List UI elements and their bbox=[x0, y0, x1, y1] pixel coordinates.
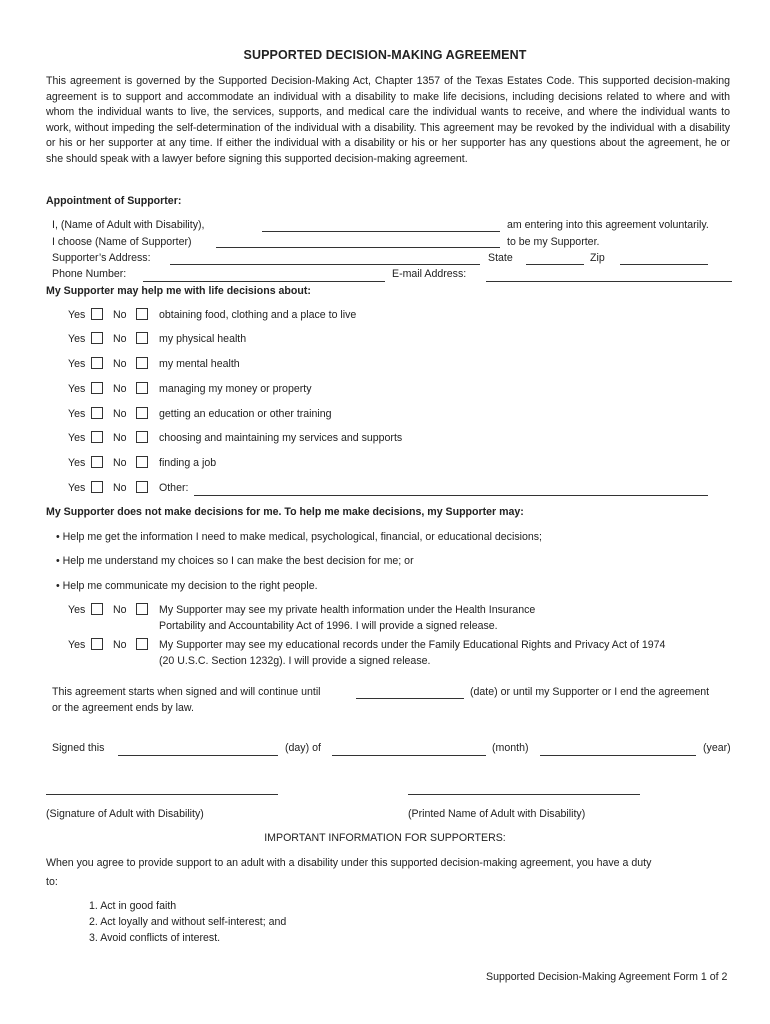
month-label: (month) bbox=[492, 742, 529, 754]
no-checkbox[interactable] bbox=[136, 407, 148, 419]
no-checkbox[interactable] bbox=[136, 382, 148, 394]
signed-day-field[interactable] bbox=[118, 755, 278, 756]
no-checkbox[interactable] bbox=[136, 308, 148, 320]
yes-label: Yes bbox=[68, 333, 86, 345]
yes-label: Yes bbox=[68, 604, 86, 616]
be-supporter-label: to be my Supporter. bbox=[507, 236, 600, 248]
duty-good-faith: 1. Act in good faith bbox=[89, 900, 177, 912]
decision-item-other: Other: bbox=[159, 482, 189, 494]
end-date-field[interactable] bbox=[356, 698, 464, 699]
yes-checkbox[interactable] bbox=[91, 308, 103, 320]
yes-label: Yes bbox=[68, 309, 86, 321]
important-heading: IMPORTANT INFORMATION FOR SUPPORTERS: bbox=[264, 832, 506, 844]
decision-item-physical-health: my physical health bbox=[159, 333, 247, 345]
no-label: No bbox=[113, 408, 127, 420]
decision-item-education: getting an education or other training bbox=[159, 408, 332, 420]
no-label: No bbox=[113, 482, 127, 494]
term-line2: or the agreement ends by law. bbox=[52, 702, 194, 714]
supporter-address-label: Supporter’s Address: bbox=[52, 252, 151, 264]
supporter-name-label: I choose (Name of Supporter) bbox=[52, 236, 192, 248]
yes-label: Yes bbox=[68, 358, 86, 370]
yes-checkbox[interactable] bbox=[91, 357, 103, 369]
no-label: No bbox=[113, 358, 127, 370]
intro-paragraph: This agreement is governed by the Supported Decision-Making Act, Chapter 1357 of the Texas Estates Code. This supported decision-making agreement is to support and accommodate an individual with a disability to make life decisions, including decisions related to where and with whom the individual wants to live, the services, supports, and medical care the individual wants to receive, and where the individual wants to work, without impeding the self-determination of the individual with a disability. This agreement may be revoked by the individual with a disability or his or her supporter at any time. If either the individual with a disability or his or her supporter has any questions about the agreement, he or she should speak with a lawyer before signing this supported decision-making agreement. bbox=[46, 75, 730, 165]
adult-signature-field[interactable] bbox=[46, 794, 278, 795]
yes-label: Yes bbox=[68, 408, 86, 420]
duty-conflicts: 3. Avoid conflicts of interest. bbox=[89, 932, 221, 944]
year-label: (year) bbox=[703, 742, 731, 754]
other-field[interactable] bbox=[194, 495, 708, 496]
supporter-address-field[interactable] bbox=[170, 264, 480, 265]
yes-checkbox[interactable] bbox=[91, 407, 103, 419]
adult-signature-label: (Signature of Adult with Disability) bbox=[46, 808, 204, 820]
term-date-label: (date) or until my Supporter or I end the agreement bbox=[470, 686, 710, 698]
important-paragraph-line1: When you agree to provide support to an adult with a disability under this supported decision-making agreement, you have a duty bbox=[46, 857, 652, 869]
printed-name-field[interactable] bbox=[408, 794, 640, 795]
signed-month-field[interactable] bbox=[332, 755, 486, 756]
yes-checkbox[interactable] bbox=[91, 382, 103, 394]
phone-label: Phone Number: bbox=[52, 268, 127, 280]
no-checkbox[interactable] bbox=[136, 332, 148, 344]
yes-checkbox[interactable] bbox=[91, 638, 103, 650]
yes-checkbox[interactable] bbox=[91, 332, 103, 344]
adult-name-label: I, (Name of Adult with Disability), bbox=[52, 219, 205, 231]
ferpa-release-line1: My Supporter may see my educational records under the Family Educational Rights and Privacy Act of 1974 bbox=[159, 639, 666, 651]
yes-label: Yes bbox=[68, 457, 86, 469]
not-decide-heading: My Supporter does not make decisions for me. To help me make decisions, my Supporter may: bbox=[46, 506, 524, 518]
zip-field[interactable] bbox=[620, 264, 708, 265]
voluntary-label: am entering into this agreement voluntarily. bbox=[507, 219, 709, 231]
yes-checkbox[interactable] bbox=[91, 481, 103, 493]
yes-label: Yes bbox=[68, 383, 86, 395]
page-footer: Supported Decision-Making Agreement Form 1 of 2 bbox=[486, 971, 728, 983]
no-label: No bbox=[113, 457, 127, 469]
no-label: No bbox=[113, 604, 127, 616]
no-checkbox[interactable] bbox=[136, 357, 148, 369]
decision-item-services: choosing and maintaining my services and supports bbox=[159, 432, 403, 444]
zip-label: Zip bbox=[590, 252, 605, 264]
yes-checkbox[interactable] bbox=[91, 431, 103, 443]
no-checkbox[interactable] bbox=[136, 456, 148, 468]
decision-item-mental-health: my mental health bbox=[159, 358, 240, 370]
life-decisions-heading: My Supporter may help me with life decisions about: bbox=[46, 285, 311, 297]
phone-field[interactable] bbox=[143, 281, 385, 282]
adult-name-field[interactable] bbox=[262, 231, 500, 232]
no-checkbox[interactable] bbox=[136, 431, 148, 443]
state-field[interactable] bbox=[526, 264, 584, 265]
supporter-name-field[interactable] bbox=[216, 247, 500, 248]
important-paragraph-line2: to: bbox=[46, 876, 58, 888]
appointment-heading: Appointment of Supporter: bbox=[46, 195, 182, 207]
decision-item-job: finding a job bbox=[159, 457, 217, 469]
yes-checkbox[interactable] bbox=[91, 456, 103, 468]
ferpa-release-line2: (20 U.S.C. Section 1232g). I will provide a signed release. bbox=[159, 655, 431, 667]
no-label: No bbox=[113, 309, 127, 321]
no-label: No bbox=[113, 333, 127, 345]
decision-item-food: obtaining food, clothing and a place to live bbox=[159, 309, 357, 321]
no-label: No bbox=[113, 639, 127, 651]
no-checkbox[interactable] bbox=[136, 603, 148, 615]
yes-label: Yes bbox=[68, 482, 86, 494]
bullet-understand: • Help me understand my choices so I can make the best decision for me; or bbox=[56, 555, 414, 567]
signed-this-label: Signed this bbox=[52, 742, 105, 754]
no-checkbox[interactable] bbox=[136, 638, 148, 650]
yes-label: Yes bbox=[68, 432, 86, 444]
printed-name-label: (Printed Name of Adult with Disability) bbox=[408, 808, 586, 820]
state-label: State bbox=[488, 252, 513, 264]
hipaa-release-line1: My Supporter may see my private health information under the Health Insurance bbox=[159, 604, 536, 616]
day-of-label: (day) of bbox=[285, 742, 321, 754]
signed-year-field[interactable] bbox=[540, 755, 696, 756]
no-label: No bbox=[113, 383, 127, 395]
email-field[interactable] bbox=[486, 281, 732, 282]
duty-loyalty: 2. Act loyally and without self-interest; and bbox=[89, 916, 287, 928]
bullet-communicate: • Help me communicate my decision to the right people. bbox=[56, 580, 318, 592]
no-checkbox[interactable] bbox=[136, 481, 148, 493]
email-label: E-mail Address: bbox=[392, 268, 467, 280]
term-start-label: This agreement starts when signed and will continue until bbox=[52, 686, 321, 698]
bullet-information: • Help me get the information I need to make medical, psychological, financial, or educational decisions; bbox=[56, 531, 542, 543]
yes-label: Yes bbox=[68, 639, 86, 651]
hipaa-release-line2: Portability and Accountability Act of 1996. I will provide a signed release. bbox=[159, 620, 498, 632]
decision-item-money: managing my money or property bbox=[159, 383, 312, 395]
no-label: No bbox=[113, 432, 127, 444]
document-title: SUPPORTED DECISION-MAKING AGREEMENT bbox=[243, 48, 527, 62]
yes-checkbox[interactable] bbox=[91, 603, 103, 615]
